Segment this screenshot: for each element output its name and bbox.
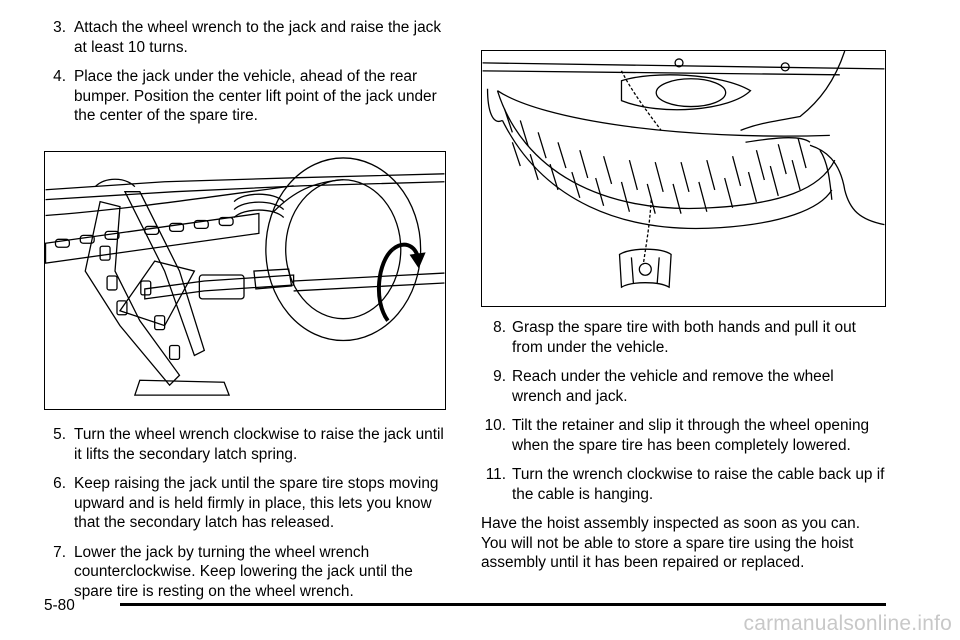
step-11 [481,465,886,504]
jack-holes [100,246,179,359]
step-text: Turn the wheel wrench clockwise to raise the jack until it lifts the secondary latch spring. [74,426,444,463]
right-column [481,318,886,573]
step-3 [44,18,446,57]
page-number: 5-80 [44,597,75,614]
step-text: Tilt the retainer and slip it through the wheel opening when the spare tire has been completely lowered. [512,417,870,454]
step-text: Keep raising the jack until the spare tire stops moving upward and is held firmly in place, this lets you know that the secondary latch has released. [74,475,439,531]
step-number: 10. [484,417,506,434]
step-7 [44,543,446,602]
step-10 [481,416,886,455]
step-6 [44,474,446,533]
closing-paragraph: Have the hoist assembly inspected as soon as you can. You will not be able to store a spare tire using the hoist assembly until it has been repaired or replaced. [481,515,860,571]
step-number: 3. [53,19,66,36]
step-number: 11. [485,466,506,483]
step-number: 7. [53,543,66,561]
spare-tire-illustration [481,50,886,307]
step-number: 5. [53,426,66,443]
step-text: Turn the wrench clockwise to raise the cable back up if the cable is hanging. [512,466,885,503]
step-8 [481,318,886,357]
frame-slots [55,217,233,247]
step-text: Grasp the spare tire with both hands and pull it out from under the vehicle. [512,319,856,356]
step-text: Lower the jack by turning the wheel wrench counterclockwise. Keep lowering the jack until the spare tire is resting on the wheel wrench. [74,543,413,600]
step-5 [44,425,446,464]
jack-illustration [44,151,446,410]
step-number: 9. [493,368,506,385]
watermark: carmanualsonline.info [743,612,952,635]
step-number: 6. [53,475,66,492]
step-text: Attach the wheel wrench to the jack and raise the jack at least 10 turns. [74,19,442,56]
footer-rule [120,603,886,606]
step-9 [481,367,886,406]
step-number: 8. [493,319,506,336]
step-text: Reach under the vehicle and remove the wheel wrench and jack. [512,368,834,405]
step-4 [44,67,446,126]
step-text: Place the jack under the vehicle, ahead of the rear bumper. Position the center lift point of the jack under the center of the spare tire. [74,68,437,124]
left-column-top [44,18,446,136]
left-column-bottom [44,425,446,611]
step-number: 4. [53,68,66,85]
